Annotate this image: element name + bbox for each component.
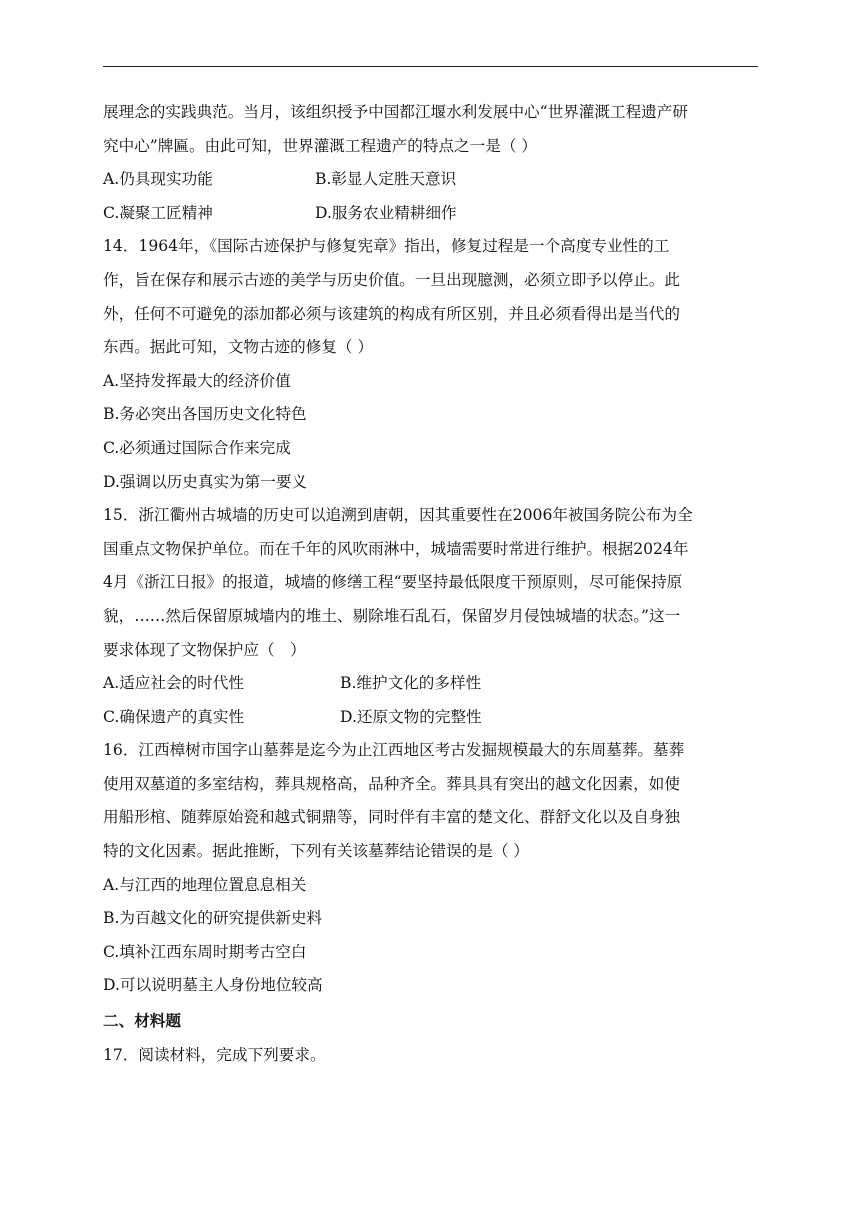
question-text-line: 东西。据此可知，文物古迹的修复（ ） xyxy=(103,338,374,357)
question-text-line: 特的文化因素。据此推断，下列有关该墓葬结论错误的是（ ） xyxy=(103,842,529,861)
option-b: B.维护文化的多样性 xyxy=(340,674,482,693)
option-c: C.填补江西东周时期考古空白 xyxy=(103,942,307,961)
option-d: D.服务农业精耕细作 xyxy=(315,203,457,222)
option-b: B.务必突出各国历史文化特色 xyxy=(103,405,307,424)
question-text-line: 展理念的实践典范。当月，该组织授予中国都江堰水利发展中心“世界灌溉工程遗产研 xyxy=(103,103,688,121)
question-text-line: 要求体现了文物保护应（ ） xyxy=(103,640,306,659)
question-17: 17．阅读材料，完成下列要求。 xyxy=(103,1045,326,1064)
question-text-line: 国重点文物保护单位。而在千年的风吹雨淋中，城墙需要时常进行维护。根据2024年 xyxy=(103,539,689,558)
option-a: A.仍具现实功能 xyxy=(103,170,213,189)
section-heading: 二、材料题 xyxy=(103,1012,181,1031)
option-b: B.彰显人定胜天意识 xyxy=(315,170,457,189)
question-text-line: 外，任何不可避免的添加都必须与该建筑的构成有所区别，并且必须看得出是当代的 xyxy=(103,304,680,323)
option-row xyxy=(103,667,760,701)
option-b: B.为百越文化的研究提供新史料 xyxy=(103,909,323,928)
question-text-line: 作，旨在保存和展示古迹的美学与历史价值。一旦出现臆测，必须立即予以停止。此 xyxy=(103,270,680,289)
question-text-line: 究中心”牌匾。由此可知，世界灌溉工程遗产的特点之一是（ ） xyxy=(103,136,537,155)
question-text-line: 14．1964年，《国际古迹保护与修复宪章》指出，修复过程是一个高度专业性的工 xyxy=(103,237,670,256)
question-16 xyxy=(103,734,760,1003)
option-a: A.适应社会的时代性 xyxy=(103,674,244,693)
question-text-line: 使用双墓道的多室结构，葬具规格高，品种齐全。葬具具有突出的越文化因素，如使 xyxy=(103,774,680,793)
option-c: C.确保遗产的真实性 xyxy=(103,707,245,726)
question-text-line: 貌，……然后保留原城墙内的堆土、剔除堆石乱石，保留岁月侵蚀城墙的状态。”这一 xyxy=(103,606,681,625)
option-d: D.可以说明墓主人身份地位较高 xyxy=(103,976,323,995)
question-text-line: 16．江西樟树市国字山墓葬是迄今为止江西地区考古发掘规模最大的东周墓葬。墓葬 xyxy=(103,741,685,760)
question-text-line: 4月《浙江日报》的报道，城墙的修缮工程“要坚持最低限度干预原则，尽可能保持原 xyxy=(103,573,683,592)
header-rule xyxy=(103,66,758,67)
option-row xyxy=(103,701,760,735)
option-c: C.必须通过国际合作来完成 xyxy=(103,438,291,457)
question-text-line: 用船形棺、随葬原始瓷和越式铜鼎等，同时伴有丰富的楚文化、群舒文化以及自身独 xyxy=(103,808,680,827)
option-d: D.强调以历史真实为第一要义 xyxy=(103,472,308,491)
option-row xyxy=(103,197,760,231)
question-13 xyxy=(103,96,760,230)
document-body xyxy=(103,96,760,1072)
option-row xyxy=(103,163,760,197)
option-d: D.还原文物的完整性 xyxy=(340,707,482,726)
question-text-line: 15．浙江衢州古城墙的历史可以追溯到唐朝，因其重要性在2006年被国务院公布为全 xyxy=(103,506,693,525)
option-a: A.坚持发挥最大的经济价值 xyxy=(103,371,291,390)
option-c: C.凝聚工匠精神 xyxy=(103,203,213,222)
option-a: A.与江西的地理位置息息相关 xyxy=(103,875,307,894)
question-15 xyxy=(103,499,760,734)
question-14 xyxy=(103,230,760,499)
